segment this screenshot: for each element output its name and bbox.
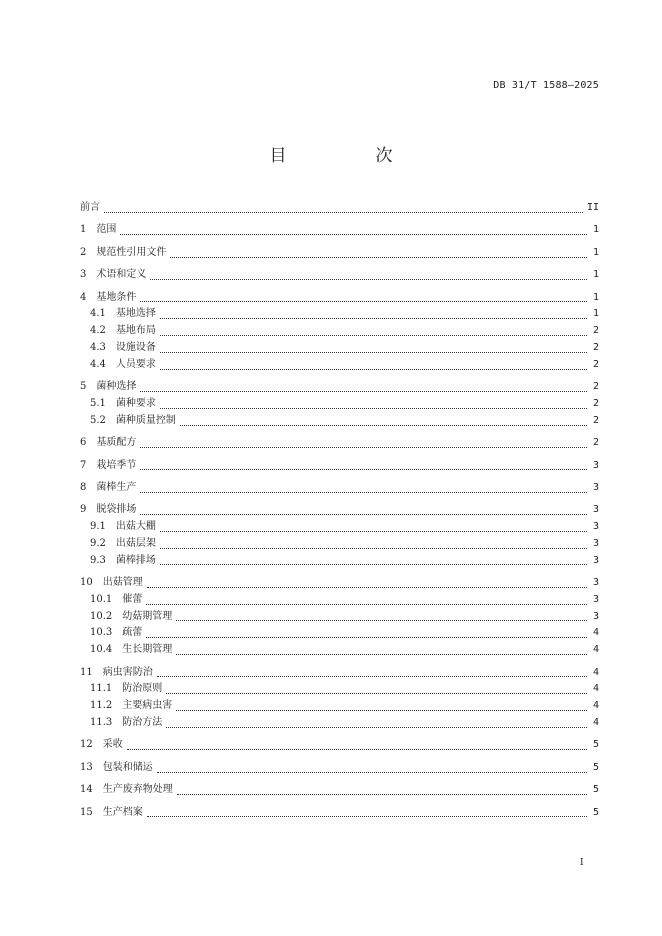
dot-leader (160, 352, 587, 353)
dot-leader (140, 492, 587, 493)
dot-leader (170, 257, 587, 258)
toc-entry-label: 菌种质量控制 (115, 414, 176, 426)
toc-entry[interactable] (80, 458, 599, 475)
toc-entry[interactable] (80, 519, 599, 536)
toc-entry-label: 生长期管理 (122, 644, 173, 656)
toc-entry-number: 9.3 (90, 554, 106, 566)
toc-entry-page: 4 (592, 644, 599, 656)
dot-leader (166, 727, 587, 728)
dot-leader (160, 548, 587, 549)
toc-entry-number: 6 (80, 437, 87, 449)
toc-entry-number: 10.2 (90, 610, 113, 622)
dot-leader (157, 676, 587, 677)
dot-leader (160, 335, 587, 336)
dot-leader (104, 212, 583, 213)
dot-leader (176, 654, 587, 655)
toc-entry-number: 9 (80, 504, 87, 516)
toc-entry-number: 5.2 (90, 414, 106, 426)
toc-entry-number: 4.2 (90, 325, 106, 337)
toc-entry-page: 2 (592, 358, 599, 370)
toc-entry-page: 5 (592, 761, 599, 773)
toc-entry-page: 2 (592, 437, 599, 449)
toc-entry[interactable] (80, 200, 599, 217)
toc-entry-label: 术语和定义 (96, 269, 147, 281)
toc-entry-label: 人员要求 (115, 358, 156, 370)
dot-leader (150, 279, 587, 280)
toc-entry-page: 1 (592, 308, 599, 320)
toc-entry-number: 4 (80, 291, 87, 303)
toc-entry-page: 3 (592, 459, 599, 471)
toc-entry-number: 11 (80, 666, 93, 678)
dot-leader (140, 447, 587, 448)
toc-entry[interactable] (80, 267, 599, 284)
toc-entry-label: 规范性引用文件 (96, 246, 167, 258)
dot-leader (176, 620, 587, 621)
toc-entry[interactable] (80, 681, 599, 698)
toc-entry-number: 11.2 (90, 700, 113, 712)
dot-leader (157, 772, 587, 773)
dot-leader (140, 469, 587, 470)
toc-entry-label: 防治原则 (122, 683, 163, 695)
toc-entry-number: 9.1 (90, 521, 106, 533)
toc-entry-label: 设施设备 (115, 341, 156, 353)
toc-entry-page: 2 (592, 325, 599, 337)
toc-entry[interactable] (80, 340, 599, 357)
toc-entry-page: 1 (592, 224, 599, 236)
dot-leader (160, 318, 587, 319)
toc-entry-page: 3 (592, 481, 599, 493)
toc-entry-label: 病虫害防治 (102, 666, 153, 678)
dot-leader (176, 710, 587, 711)
dot-leader (147, 816, 587, 817)
toc-entry-label: 基地布局 (115, 325, 156, 337)
toc-entry-label: 菌棒排场 (115, 554, 156, 566)
dot-leader (140, 391, 587, 392)
dot-leader (177, 794, 587, 795)
toc-entry-number: 5 (80, 381, 87, 393)
toc-entry-number: 11.1 (90, 683, 113, 695)
toc-entry-page: 5 (592, 739, 599, 751)
toc-entry-number: 14 (80, 784, 93, 796)
toc-entry-label: 包装和储运 (102, 761, 153, 773)
toc-entry-number: 1 (80, 224, 87, 236)
toc-entry-number: 10 (80, 577, 93, 589)
toc-entry-label: 生产档案 (102, 806, 143, 818)
toc-entry[interactable] (80, 665, 599, 682)
toc-entry[interactable] (80, 396, 599, 413)
dot-leader (160, 408, 587, 409)
toc-entry-page: II (586, 202, 599, 213)
toc-entry-label: 栽培季节 (96, 459, 137, 471)
toc-entry-number: 5.1 (90, 397, 106, 409)
toc-entry-number: 7 (80, 459, 87, 471)
toc-entry-number: 8 (80, 481, 87, 493)
toc-entry-number: 3 (80, 269, 87, 281)
toc-entry-number: 4.3 (90, 341, 106, 353)
toc-entry-label: 主要病虫害 (122, 700, 173, 712)
toc-entry-page: 3 (592, 554, 599, 566)
toc-entry-number: 4.1 (90, 308, 106, 320)
toc-entry-label: 出菇层架 (115, 537, 156, 549)
toc-entry-page: 2 (592, 397, 599, 409)
toc-entry-label: 幼菇期管理 (122, 610, 173, 622)
toc-entry[interactable] (80, 642, 599, 659)
toc-entry-number: 12 (80, 739, 93, 751)
dot-leader (120, 234, 587, 235)
toc-entry[interactable] (80, 379, 599, 396)
toc-entry-label: 生产废弃物处理 (102, 784, 173, 796)
toc-entry-page: 3 (592, 593, 599, 605)
dot-leader (147, 587, 587, 588)
toc-entry-number: 11.3 (90, 717, 113, 729)
toc-entry-label: 范围 (96, 224, 117, 236)
dot-leader (160, 564, 587, 565)
toc-entry-label: 防治方法 (122, 717, 163, 729)
toc-entry[interactable] (80, 536, 599, 553)
toc-entry-label: 出菇管理 (102, 577, 143, 589)
toc-entry[interactable] (80, 323, 599, 340)
toc-entry-label: 出菇大棚 (115, 521, 156, 533)
toc-entry[interactable] (80, 698, 599, 715)
toc-entry-page: 2 (592, 341, 599, 353)
dot-leader (146, 604, 587, 605)
toc-entry-number: 2 (80, 246, 87, 258)
dot-leader (146, 637, 587, 638)
toc-entry[interactable] (80, 222, 599, 239)
toc-entry-page: 4 (592, 700, 599, 712)
toc-entry-label: 基质配方 (96, 437, 137, 449)
dot-leader (160, 369, 587, 370)
toc-entry-page: 4 (592, 666, 599, 678)
toc-entry[interactable] (80, 480, 599, 497)
toc-entry-label: 催蕾 (122, 593, 143, 605)
toc-entry-number: 9.2 (90, 537, 106, 549)
dot-leader (166, 693, 587, 694)
toc-title: 目 次 (269, 146, 429, 166)
toc-entry-number: 10.3 (90, 627, 113, 639)
toc-entry[interactable] (80, 575, 599, 592)
toc-entry[interactable] (80, 609, 599, 626)
table-of-contents (80, 200, 599, 821)
toc-entry-label: 菌种要求 (115, 397, 156, 409)
dot-leader (140, 301, 587, 302)
toc-entry[interactable] (80, 306, 599, 323)
toc-entry-label: 脱袋排场 (96, 504, 137, 516)
toc-entry[interactable] (80, 502, 599, 519)
toc-entry-label: 基地选择 (115, 308, 156, 320)
dot-leader (127, 749, 587, 750)
toc-entry-page: 1 (592, 269, 599, 281)
dot-leader (140, 514, 587, 515)
dot-leader (180, 425, 587, 426)
document-code: DB 31/T 1588—2025 (493, 80, 599, 91)
toc-entry-page: 1 (592, 291, 599, 303)
toc-entry[interactable] (80, 245, 599, 262)
toc-entry[interactable] (80, 625, 599, 642)
toc-entry[interactable] (80, 553, 599, 570)
toc-entry-label: 基地条件 (96, 291, 137, 303)
toc-entry-page: 3 (592, 577, 599, 589)
toc-entry[interactable] (80, 737, 599, 754)
page-number: I (580, 858, 584, 868)
toc-entry-number: 15 (80, 806, 93, 818)
toc-entry[interactable] (80, 413, 599, 430)
toc-entry[interactable] (80, 805, 599, 822)
toc-entry-number: 10.1 (90, 593, 113, 605)
toc-entry-page: 5 (592, 784, 599, 796)
toc-entry-label: 菌种选择 (96, 381, 137, 393)
toc-entry[interactable] (80, 760, 599, 777)
toc-entry[interactable] (80, 357, 599, 374)
toc-entry-page: 1 (592, 246, 599, 258)
toc-entry-page: 3 (592, 610, 599, 622)
toc-entry-page: 3 (592, 504, 599, 516)
toc-entry[interactable] (80, 782, 599, 799)
toc-entry[interactable] (80, 290, 599, 307)
toc-entry-label: 疏蕾 (122, 627, 143, 639)
toc-entry-label: 采收 (102, 739, 123, 751)
toc-entry-page: 4 (592, 627, 599, 639)
toc-entry-number: 4.4 (90, 358, 106, 370)
toc-entry-page: 4 (592, 683, 599, 695)
toc-entry-page: 5 (592, 806, 599, 818)
toc-entry-number: 10.4 (90, 644, 113, 656)
toc-entry[interactable] (80, 715, 599, 732)
toc-entry-page: 3 (592, 537, 599, 549)
toc-entry-page: 2 (592, 381, 599, 393)
dot-leader (160, 531, 587, 532)
toc-entry-page: 3 (592, 521, 599, 533)
toc-entry-number: 13 (80, 761, 93, 773)
toc-entry[interactable] (80, 592, 599, 609)
toc-entry-page: 4 (592, 717, 599, 729)
toc-entry-page: 2 (592, 414, 599, 426)
toc-entry-label: 前言 (80, 202, 100, 213)
toc-entry-label: 菌棒生产 (96, 481, 137, 493)
toc-entry[interactable] (80, 435, 599, 452)
